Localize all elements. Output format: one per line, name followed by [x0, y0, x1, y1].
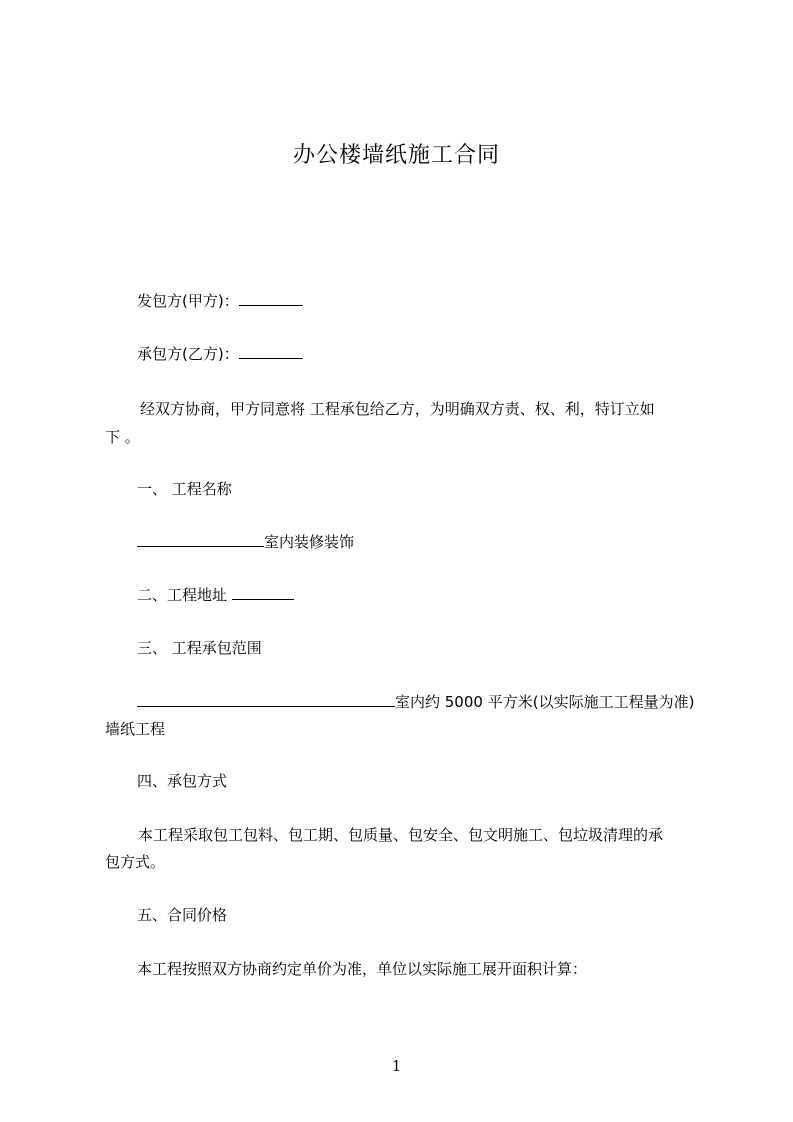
scope-blank [137, 691, 395, 707]
section4-heading: 四、承包方式 [137, 772, 228, 790]
project-name-blank [137, 531, 264, 547]
section4-body-line1: 本工程采取包工包料、包工期、包质量、包安全、包文明施工、包垃圾清理的承 [138, 826, 664, 844]
page-number: 1 [391, 1057, 402, 1075]
intro-paragraph-line2: 下 。 [105, 428, 140, 446]
scope-text: 室内约 5000 平方米(以实际施工工程量为准) [395, 693, 695, 711]
document-title: 办公楼墙纸施工合同 [292, 143, 500, 168]
intro-paragraph-line1: 经双方协商，甲方同意将 工程承包给乙方，为明确双方责、权、利，特订立如 [140, 400, 655, 418]
section3-heading: 三、 工程承包范围 [137, 639, 262, 657]
section3-body-line2: 墙纸工程 [105, 720, 166, 738]
project-name-text: 室内装修装饰 [264, 533, 355, 551]
party-a-blank [239, 290, 303, 306]
party-a-label: 发包方(甲方)： [137, 292, 239, 310]
party-b-label: 承包方(乙方)： [137, 345, 239, 363]
section4-body-line2: 包方式。 [105, 853, 166, 871]
section5-body: 本工程按照双方协商约定单价为准，单位以实际施工展开面积计算： [137, 960, 588, 978]
section1-body [137, 531, 354, 553]
section2-heading: 二、工程地址 [137, 586, 232, 604]
party-b-blank [239, 343, 303, 359]
party-b-line [137, 343, 303, 365]
address-blank [232, 584, 294, 600]
section2-line [137, 584, 294, 606]
section3-body-line1 [137, 691, 694, 713]
section1-heading: 一、 工程名称 [137, 480, 232, 498]
section5-heading: 五、合同价格 [137, 906, 228, 924]
party-a-line [137, 290, 303, 312]
